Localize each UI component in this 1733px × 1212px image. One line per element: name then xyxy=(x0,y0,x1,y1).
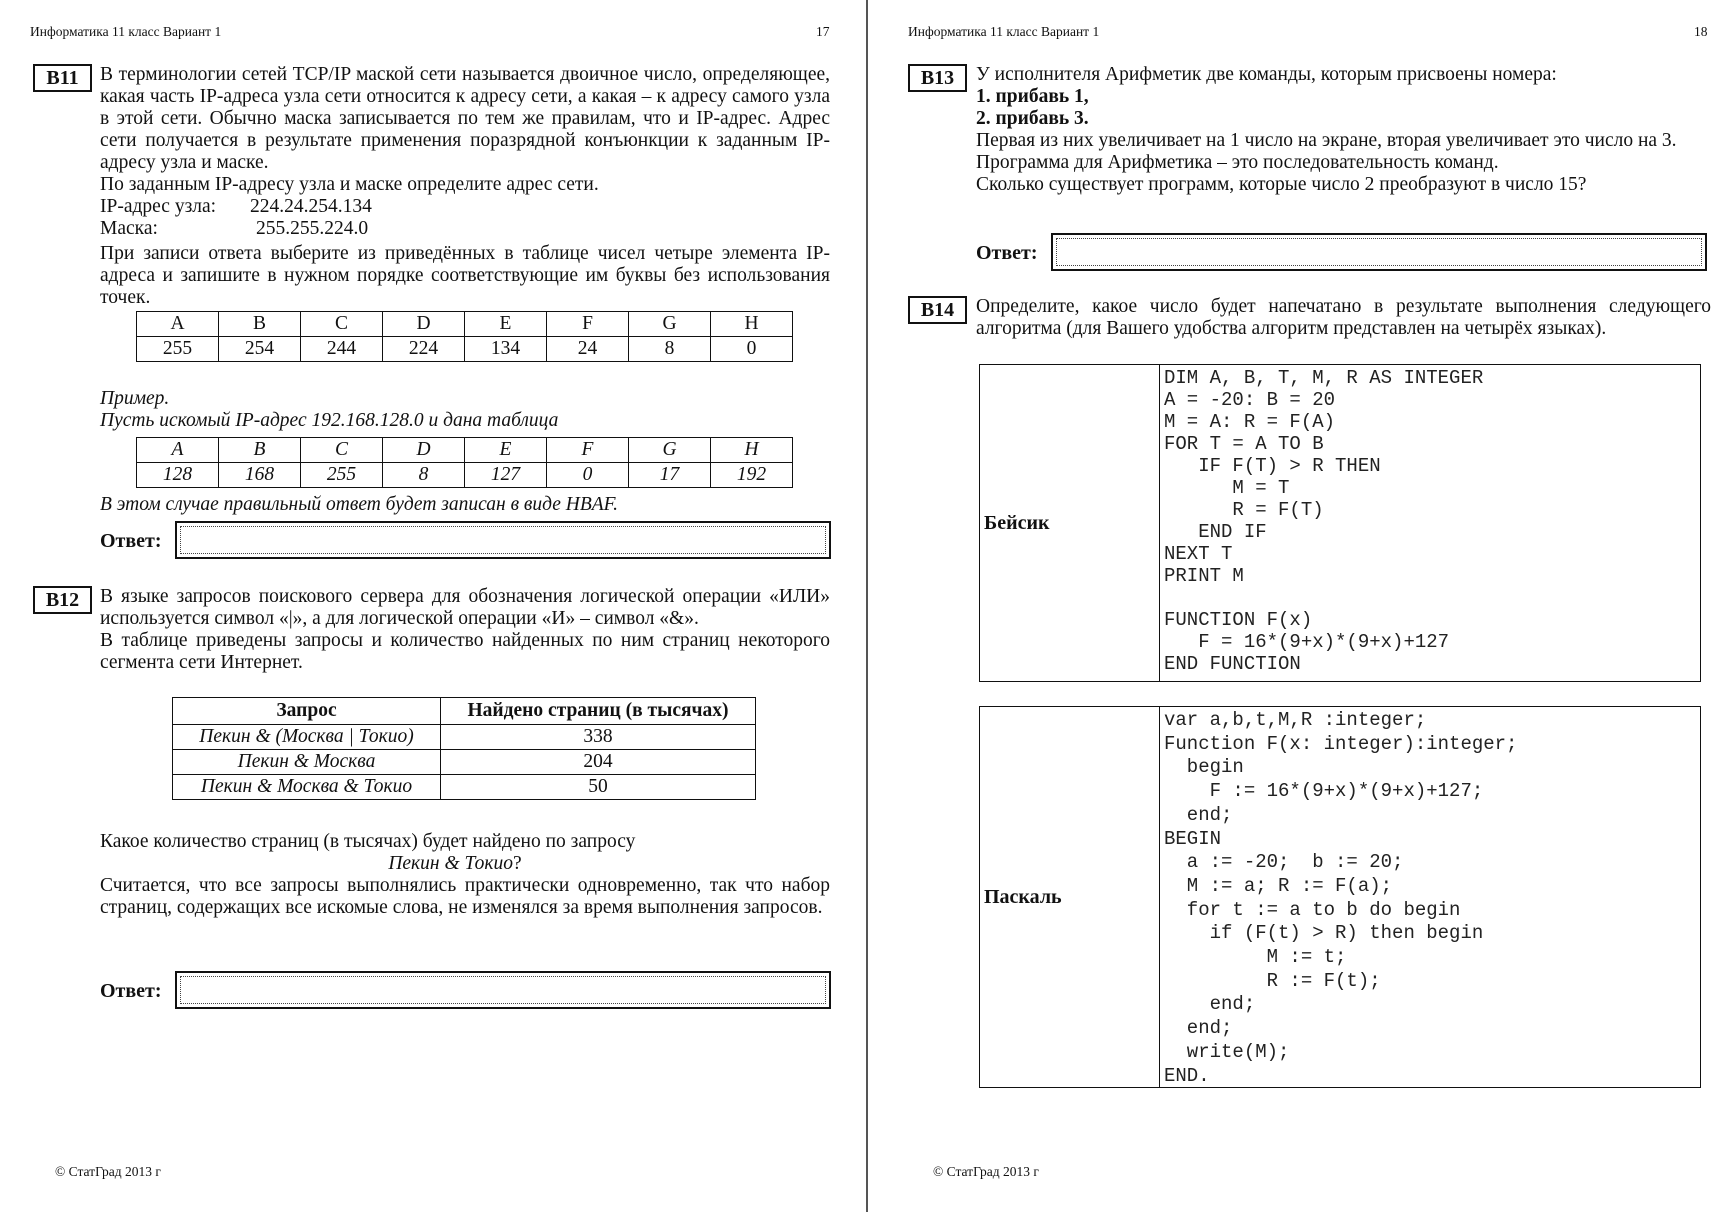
b11-ip-line xyxy=(100,196,830,218)
b12-query: Пекин & Токио xyxy=(388,853,514,874)
table-cell: H xyxy=(711,312,793,337)
b13-answer-field[interactable] xyxy=(1051,233,1707,271)
table-cell: 254 xyxy=(219,337,301,362)
table-cell: C xyxy=(301,438,383,463)
basic-label: Бейсик xyxy=(980,365,1160,681)
table-cell: C xyxy=(301,312,383,337)
table-row xyxy=(137,312,793,337)
table-cell: D xyxy=(383,438,465,463)
count-cell: 338 xyxy=(441,725,756,750)
page-right xyxy=(868,0,1733,1212)
b11-example-table xyxy=(136,437,793,488)
table-cell: 128 xyxy=(137,463,219,488)
task-b13-text xyxy=(976,64,1711,196)
b11-answer-label: Ответ: xyxy=(100,530,162,552)
b12-question-block xyxy=(100,831,830,919)
table-cell: 244 xyxy=(301,337,383,362)
table-header-row xyxy=(173,698,756,725)
table-cell: G xyxy=(629,438,711,463)
table-cell: E xyxy=(465,312,547,337)
b11-answer-field[interactable] xyxy=(175,521,831,559)
query-cell: Пекин & Москва xyxy=(173,750,441,775)
table-cell: 134 xyxy=(465,337,547,362)
b12-question: Какое количество страниц (в тысячах) будет найдено по запросу xyxy=(100,831,636,852)
table-row xyxy=(137,463,793,488)
page-number: 18 xyxy=(1694,24,1708,39)
b13-command-2: 2. прибавь 3. xyxy=(976,108,1089,129)
table-cell: 192 xyxy=(711,463,793,488)
b12-answer-field[interactable] xyxy=(175,971,831,1009)
query-cell: Пекин & (Москва | Токио) xyxy=(173,725,441,750)
b13-paragraph-1: Первая из них увеличивает на 1 число на экране, вторая увеличивает это число на 3. xyxy=(976,130,1677,151)
example-answer: В этом случае правильный ответ будет записан в виде HBAF. xyxy=(100,494,618,515)
b11-paragraph-3: При записи ответа выберите из приведённых в таблице чисел четыре элемента IP-адреса и запишите в нужном порядке соответствующие им буквы без использования точек. xyxy=(100,243,830,308)
task-tag-b13: B13 xyxy=(908,64,967,92)
task-b11-text xyxy=(100,64,830,309)
page-header: Информатика 11 класс Вариант 1 xyxy=(30,24,222,39)
b12-query-line xyxy=(100,853,830,875)
task-tag-b11: B11 xyxy=(33,64,92,92)
table-cell: A xyxy=(137,312,219,337)
page-footer: © СтатГрад 2013 г xyxy=(933,1164,1039,1179)
page-header: Информатика 11 класс Вариант 1 xyxy=(908,24,1100,39)
mask-label: Маска: xyxy=(100,218,158,239)
b13-paragraph-2: Программа для Арифметика – это последовательность команд. xyxy=(976,152,1499,173)
b13-command-1: 1. прибавь 1, xyxy=(976,86,1089,107)
table-row xyxy=(173,725,756,750)
b12-query-mark: ? xyxy=(513,853,522,874)
table-cell: 8 xyxy=(629,337,711,362)
table-cell: H xyxy=(711,438,793,463)
column-header: Найдено страниц (в тысячах) xyxy=(441,698,756,725)
task-tag-b14: B14 xyxy=(908,296,967,324)
table-row xyxy=(173,750,756,775)
table-cell: 0 xyxy=(711,337,793,362)
b14-intro: Определите, какое число будет напечатано в результате выполнения следующего алгоритма (для Вашего удобства алгоритм представлен на четырёх языках). xyxy=(976,296,1711,339)
b12-answer-label: Ответ: xyxy=(100,980,162,1002)
table-cell: D xyxy=(383,312,465,337)
b12-paragraph-2: В таблице приведены запросы и количество найденных по ним страниц некоторого сегмента сети Интернет. xyxy=(100,630,830,673)
b13-question: Сколько существует программ, которые число 2 преобразуют в число 15? xyxy=(976,174,1587,195)
pascal-code-box xyxy=(979,706,1701,1088)
b13-intro: У исполнителя Арифметик две команды, которым присвоены номера: xyxy=(976,64,1557,85)
b13-answer-label: Ответ: xyxy=(976,242,1038,264)
b11-value-table xyxy=(136,311,793,362)
task-tag-b12: B12 xyxy=(33,586,92,614)
example-title: Пример. xyxy=(100,388,170,409)
b11-example-block xyxy=(100,388,830,432)
table-cell: F xyxy=(547,312,629,337)
b12-query-table xyxy=(172,697,756,800)
b11-paragraph-1: В терминологии сетей TCP/IP маской сети называется двоичное число, определяющее, какая часть IP-адреса узла сети относится к адресу сети, а какая – к адресу самого узла в этой сети. Обычно маска записывается по тем же правилам, что и IP-адрес. Адрес сети получается в результате применения поразрядной конъюнкции к заданным IP-адресу узла и маске. xyxy=(100,64,830,173)
table-cell: 224 xyxy=(383,337,465,362)
mask-value: 255.255.224.0 xyxy=(256,218,369,239)
page-number: 17 xyxy=(816,24,830,39)
b12-paragraph-3: Считается, что все запросы выполнялись практически одновременно, так что набор страниц, содержащих все искомые слова, не изменялся за время выполнения запросов. xyxy=(100,875,830,918)
pascal-code: var a,b,t,M,R :integer; Function F(x: integer):integer; begin F := 16*(9+x)*(9+x)+127; end; BEGIN a := -20; b := 20; M := a; R := F(a); for t := a to b do begin if (F(t) > R) then begin M := t; R := F(t); end; end; write(M); END. xyxy=(1164,709,1518,1087)
table-cell: 0 xyxy=(547,463,629,488)
table-cell: B xyxy=(219,438,301,463)
table-row xyxy=(173,775,756,800)
table-cell: 255 xyxy=(301,463,383,488)
b11-paragraph-2: По заданным IP-адресу узла и маске определите адрес сети. xyxy=(100,174,599,195)
b12-paragraph-1: В языке запросов поискового сервера для обозначения логической операции «ИЛИ» используется символ «|», а для логической операции «И» – символ «&». xyxy=(100,586,830,629)
table-row xyxy=(137,438,793,463)
table-cell: 8 xyxy=(383,463,465,488)
table-cell: 17 xyxy=(629,463,711,488)
b11-mask-line xyxy=(100,218,830,240)
table-cell: 127 xyxy=(465,463,547,488)
page-left xyxy=(0,0,866,1212)
table-row xyxy=(137,337,793,362)
table-cell: F xyxy=(547,438,629,463)
task-b12-text xyxy=(100,586,830,674)
query-cell: Пекин & Москва & Токио xyxy=(173,775,441,800)
pascal-label: Паскаль xyxy=(980,707,1160,1087)
table-cell: 168 xyxy=(219,463,301,488)
table-cell: 255 xyxy=(137,337,219,362)
table-cell: E xyxy=(465,438,547,463)
count-cell: 204 xyxy=(441,750,756,775)
basic-code: DIM A, B, T, M, R AS INTEGER A = -20: B = 20 M = A: R = F(A) FOR T = A TO B IF F(T) > R THEN M = T R = F(T) END IF NEXT T PRINT M FUNCTION F(x) F = 16*(9+x)*(9+x)+127 END FUNCTION xyxy=(1164,367,1484,675)
ip-value: 224.24.254.134 xyxy=(250,196,372,217)
table-cell: A xyxy=(137,438,219,463)
table-cell: B xyxy=(219,312,301,337)
column-header: Запрос xyxy=(173,698,441,725)
table-cell: 24 xyxy=(547,337,629,362)
count-cell: 50 xyxy=(441,775,756,800)
example-line: Пусть искомый IP-адрес 192.168.128.0 и дана таблица xyxy=(100,410,559,431)
basic-code-box xyxy=(979,364,1701,682)
page-footer: © СтатГрад 2013 г xyxy=(55,1164,161,1179)
table-cell: G xyxy=(629,312,711,337)
ip-label: IP-адрес узла: xyxy=(100,196,217,217)
